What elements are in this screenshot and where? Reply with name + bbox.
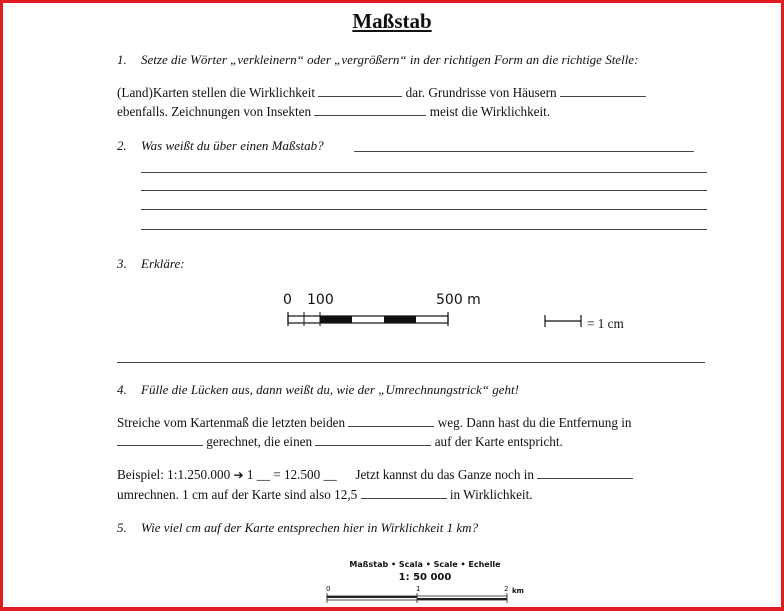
tick-label-2: 2 — [504, 585, 509, 593]
blank-field[interactable] — [348, 415, 434, 427]
km-scale-bar-graphic — [324, 593, 514, 605]
task-4-p1-l2-b: auf der Karte entspricht. — [434, 434, 563, 449]
tick-label-0: 0 — [326, 585, 331, 593]
scale-heading: Maßstab • Scala • Scale • Echelle — [349, 560, 501, 569]
blank-field[interactable] — [117, 434, 203, 446]
task-3-text: Erkläre: — [141, 256, 185, 271]
task-5-number: 5. — [117, 520, 127, 535]
task-1-line-1-b: dar. Grundrisse von Häusern — [405, 85, 557, 100]
cm-label: = 1 cm — [587, 316, 624, 331]
task-3-prompt — [117, 256, 185, 272]
tick-label-1: 1 — [416, 585, 421, 593]
task-4-paragraph-2-line-2 — [117, 487, 533, 503]
page-title: Maßstab — [352, 9, 432, 33]
task-1-line-1-a: (Land)Karten stellen die Wirklichkeit — [117, 85, 316, 100]
task-4-text: Fülle die Lücken aus, dann weißt du, wie der „Umrechnungstrick“ geht! — [141, 382, 519, 397]
task-4-paragraph-1-line-1 — [117, 415, 631, 431]
scale-label-100: 100 — [307, 292, 334, 308]
task-4-number: 4. — [117, 382, 127, 397]
scale-label-500: 500 m — [436, 292, 481, 308]
task-1-text: Setze die Wörter „verkleinern“ oder „vergrößern“ in der richtigen Form an die richtige Stelle: — [141, 52, 639, 67]
task-4-paragraph-2-line-1 — [117, 467, 633, 483]
task-4-p1-l2-a: gerechnet, die einen — [206, 434, 313, 449]
task-4-p2-l2-b: in Wirklichkeit. — [449, 487, 533, 502]
blank-field[interactable] — [318, 85, 402, 97]
task-4-p2-l1-a: Beispiel: 1:1.250.000 — [117, 467, 231, 482]
blank-field[interactable] — [314, 104, 426, 116]
task-2-text: Was weißt du über einen Maßstab? — [141, 138, 324, 153]
task-4-prompt — [117, 382, 519, 398]
answer-line[interactable] — [354, 151, 694, 152]
task-1-prompt — [117, 52, 638, 68]
task-4-p1-l1-a: Streiche vom Kartenmaß die letzten beiden — [117, 415, 346, 430]
blank-field[interactable] — [560, 85, 646, 97]
task-1-line-2-a: ebenfalls. Zeichnungen von Insekten — [117, 104, 312, 119]
task-1-number: 1. — [117, 52, 127, 67]
blank-field[interactable] — [361, 487, 447, 499]
cm-scale-graphic — [543, 313, 585, 329]
task-4-p2-l2-a: umrechnen. 1 cm auf der Karte sind also 12,5 — [117, 487, 358, 502]
answer-line[interactable] — [141, 229, 707, 230]
blank-field[interactable] — [315, 434, 431, 446]
task-1-line-2 — [117, 104, 550, 120]
task-2-number: 2. — [117, 138, 127, 153]
unit-label: km — [512, 587, 524, 595]
answer-line[interactable] — [141, 172, 707, 173]
scale-ratio: 1: 50 000 — [398, 572, 452, 583]
task-4-p2-l1-c: Jetzt kannst du das Ganze noch in — [355, 467, 535, 482]
task-1-line-1 — [117, 85, 646, 101]
task-3-number: 3. — [117, 256, 127, 271]
task-2-prompt — [117, 138, 324, 154]
arrow-icon: ➔ — [233, 468, 244, 482]
task-5-text: Wie viel cm auf der Karte entsprechen hier in Wirklichkeit 1 km? — [141, 520, 479, 535]
task-4-p2-l1-b: 1 __ = 12.500 __ — [246, 467, 337, 482]
scale-label-0: 0 — [283, 292, 292, 308]
task-4-paragraph-1-line-2 — [117, 434, 563, 450]
task-1-line-2-b: meist die Wirklichkeit. — [429, 104, 551, 119]
answer-line[interactable] — [141, 209, 707, 210]
blank-field[interactable] — [537, 467, 633, 479]
scale-bar-graphic — [284, 310, 454, 330]
answer-line[interactable] — [141, 190, 707, 191]
task-5-prompt — [117, 520, 478, 536]
task-4-p1-l1-b: weg. Dann hast du die Entfernung in — [437, 415, 632, 430]
answer-line[interactable] — [117, 362, 705, 363]
